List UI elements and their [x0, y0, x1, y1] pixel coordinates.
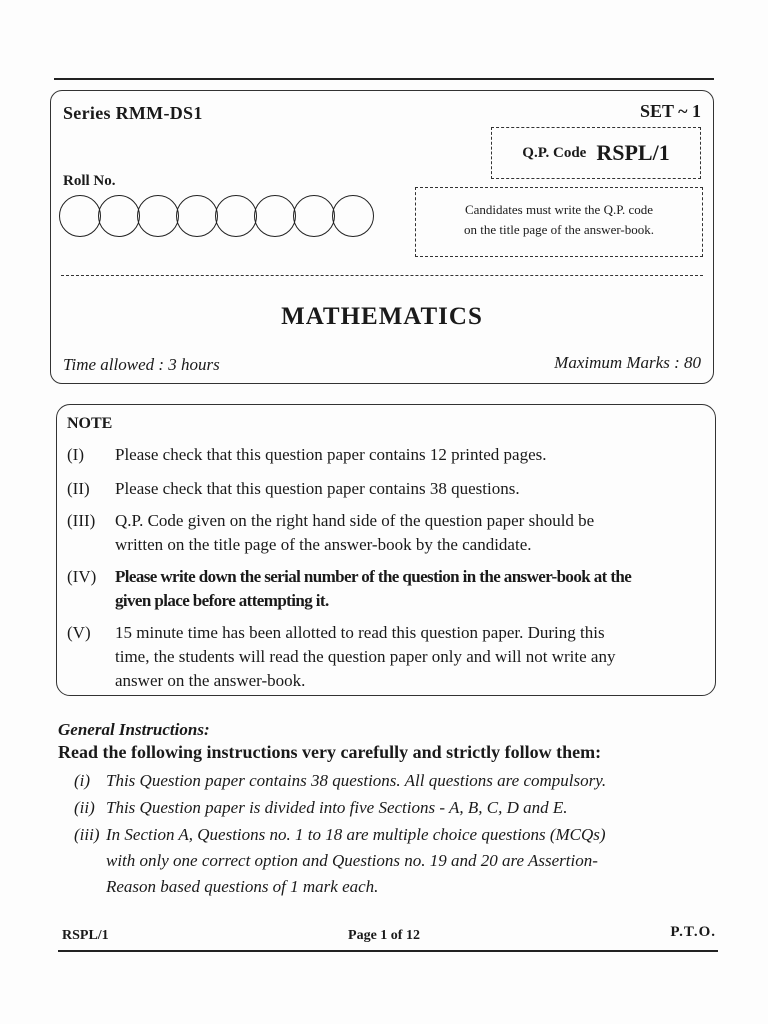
- candidate-instruction-line: Candidates must write the Q.P. code: [464, 202, 654, 217]
- note-item-number: (IV): [67, 567, 97, 586]
- instruction-number: (ii): [74, 798, 95, 817]
- instruction-text: with only one correct option and Questions no. 19 and 20 are Assertion-: [106, 851, 598, 870]
- note-item-text: Please check that this question paper contains 38 questions.: [115, 479, 520, 498]
- subject-title: MATHEMATICS: [281, 303, 483, 330]
- set-label: SET ~ 1: [639, 101, 701, 121]
- instruction-text: This Question paper contains 38 questions. All questions are compulsory.: [106, 771, 607, 790]
- top-rule: [54, 78, 714, 80]
- dashed-divider: [61, 275, 703, 276]
- general-instructions-title: General Instructions:: [58, 720, 210, 739]
- qp-code-label: Q.P. Code: [522, 144, 587, 161]
- note-item: [57, 565, 701, 613]
- note-item-number: (II): [67, 479, 90, 498]
- instruction-item: [58, 795, 722, 821]
- instruction-item: [58, 768, 722, 794]
- instruction-text: This Question paper is divided into five Sections - A, B, C, D and E.: [106, 798, 568, 817]
- roll-number-boxes: [59, 195, 371, 237]
- roll-digit-circle[interactable]: [176, 195, 218, 237]
- note-item-text: Q.P. Code given on the right hand side of the question paper should be: [115, 511, 595, 530]
- roll-number-label: Roll No.: [63, 173, 116, 189]
- instruction-text: In Section A, Questions no. 1 to 18 are multiple choice questions (MCQs): [106, 825, 606, 844]
- note-item-text: time, the students will read the question paper only and will not write any: [115, 647, 616, 666]
- footer-pto: P.T.O.: [670, 924, 716, 940]
- note-item: [57, 509, 701, 557]
- instruction-item: [58, 822, 722, 900]
- note-title: NOTE: [67, 415, 113, 432]
- series-label: Series RMM-DS1: [63, 103, 203, 123]
- note-box: [56, 404, 716, 696]
- note-item-text: written on the title page of the answer-book by the candidate.: [115, 535, 532, 554]
- qp-code-value: RSPL/1: [596, 140, 670, 165]
- note-item: [57, 621, 701, 693]
- roll-digit-circle[interactable]: [137, 195, 179, 237]
- instruction-number: (iii): [74, 825, 100, 844]
- instruction-text: Reason based questions of 1 mark each.: [106, 877, 379, 896]
- note-item: [57, 443, 701, 467]
- maximum-marks: Maximum Marks : 80: [554, 353, 701, 372]
- bottom-rule: [58, 950, 718, 952]
- qp-code-box: [491, 127, 701, 179]
- note-item-text: Please check that this question paper contains 12 printed pages.: [115, 445, 547, 464]
- note-item-number: (III): [67, 511, 96, 530]
- footer-page-number: Page 1 of 12: [348, 928, 420, 943]
- candidate-instruction-box: [415, 187, 703, 257]
- roll-digit-circle[interactable]: [332, 195, 374, 237]
- roll-digit-circle[interactable]: [59, 195, 101, 237]
- note-item-text: answer on the answer-book.: [115, 671, 306, 690]
- instruction-number: (i): [74, 771, 91, 790]
- general-instructions-lead: Read the following instructions very carefully and strictly follow them:: [58, 742, 602, 762]
- note-item-text: given place before attempting it.: [115, 591, 329, 610]
- note-item-text: 15 minute time has been allotted to read this question paper. During this: [115, 623, 605, 642]
- footer-code: RSPL/1: [62, 928, 109, 943]
- note-item: [57, 477, 701, 501]
- roll-digit-circle[interactable]: [293, 195, 335, 237]
- candidate-instruction-line: on the title page of the answer-book.: [464, 222, 654, 237]
- note-item-text: Please write down the serial number of the question in the answer-book at the: [115, 567, 632, 586]
- roll-digit-circle[interactable]: [98, 195, 140, 237]
- note-item-number: (V): [67, 623, 91, 642]
- time-allowed: Time allowed : 3 hours: [63, 355, 220, 374]
- roll-digit-circle[interactable]: [215, 195, 257, 237]
- note-item-number: (I): [67, 445, 84, 464]
- header-box: [50, 90, 714, 384]
- roll-digit-circle[interactable]: [254, 195, 296, 237]
